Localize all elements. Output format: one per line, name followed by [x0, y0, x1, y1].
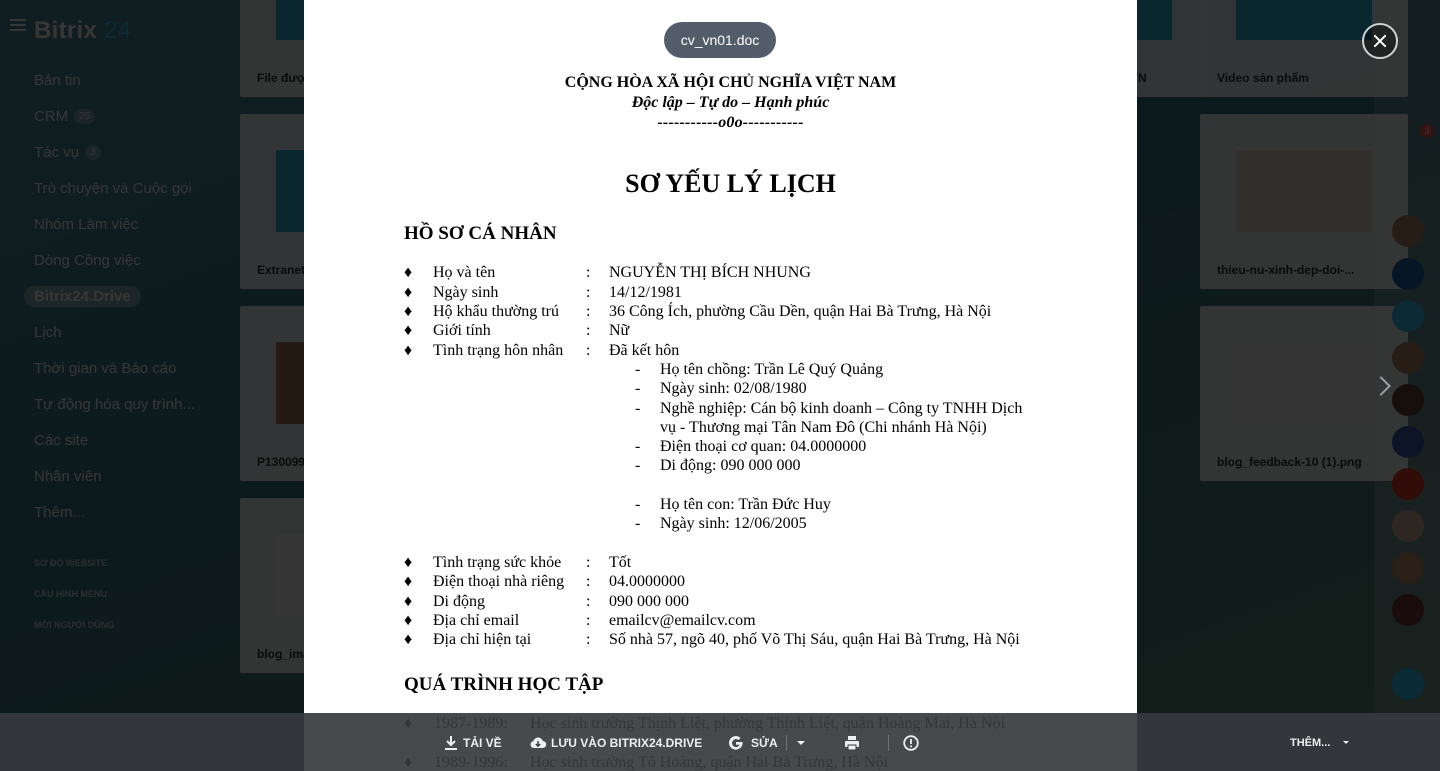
next-file-button[interactable]	[1372, 372, 1396, 400]
cloud-icon	[529, 735, 547, 751]
close-viewer-button[interactable]	[1362, 23, 1398, 59]
google-icon	[728, 735, 744, 751]
viewer-toolbar: TẢI VỀ LƯU VÀO BITRIX24.DRIVE SỬA THÊM...	[0, 713, 1440, 771]
caret-down-icon	[796, 735, 806, 751]
section-personal-heading: HỒ SƠ CÁ NHÂN	[404, 223, 557, 244]
document-page: CỘNG HÒA XÃ HỘI CHỦ NGHĨA VIỆT NAM Độc lập – Tự do – Hạnh phúc -----------o0o----------- SƠ YẾU LÝ LỊCH HỒ SƠ CÁ NHÂN ♦ Họ và tên : NGUYỄN THỊ BÍCH NHUNG ♦ Ngày sinh : 14/12/1981 ♦ Hộ khẩu thường trú : 36 Công Ích, phường Cầu Dền, quận Hai Bà Trưng, Hà Nội ♦ Giới tính : Nữ ♦ Tình trạng hôn nhân : Đã kết hôn - Họ tên chồng: Trần Lê Quý Quảng - Ngày sinh: 02/08/1980 - Nghề nghiệp: Cán bộ kinh doanh – Công ty TNHH Dịch vụ - Thương mại Tân Nam Đô (Chi nhánh Hà Nội) - Điện thoại cơ quan: 04.0000000 - Di động: 090 000 000 - Họ tên con: Trần Đức Huy - Ngày sinh: 12/06/2005 ♦ Tình trạng sức khỏe : Tốt ♦ Điện thoại nhà riêng : 04.0000000 ♦ Di động : 090 000 000 ♦ Địa chỉ email : emailcv@emailcv.com ♦ Địa chỉ hiện tại : Số nhà 57, ngõ 40, phố Võ Thị Sáu, quận Hai Bà Trưng, Hà Nội QUÁ TRÌNH HỌC TẬP	[304, 0, 1137, 771]
doc-header-line1: CỘNG HÒA XÃ HỘI CHỦ NGHĨA VIỆT NAM	[564, 74, 897, 91]
caret-down-icon	[1342, 735, 1350, 751]
bullet-icon: ♦	[404, 554, 413, 571]
bullet-icon: ♦	[404, 593, 413, 610]
family-item-continued: vụ - Thương mại Tân Nam Đô (Chi nhánh Hà Nội)	[660, 419, 987, 436]
file-name-chip: cv_vn01.doc	[664, 22, 776, 58]
bullet-icon: ♦	[404, 631, 413, 648]
download-icon	[444, 735, 458, 751]
bullet-icon: ♦	[404, 612, 413, 629]
bullet-icon: ♦	[404, 322, 413, 339]
toolbar-separator	[786, 735, 787, 751]
section-education-heading: QUÁ TRÌNH HỌC TẬP	[404, 674, 604, 695]
toolbar-separator	[888, 735, 889, 751]
bullet-icon: ♦	[404, 573, 413, 590]
bullet-icon: ♦	[404, 264, 413, 281]
bullet-icon: ♦	[404, 303, 413, 320]
info-icon	[903, 735, 919, 751]
bullet-icon: ♦	[404, 284, 413, 301]
bullet-icon: ♦	[404, 342, 413, 359]
doc-header-line3: -----------o0o-----------	[657, 114, 804, 131]
printer-icon	[844, 735, 860, 751]
edit-options-dropdown[interactable]	[796, 735, 808, 751]
doc-header-line2: Độc lập – Tự do – Hạnh phúc	[631, 94, 830, 111]
doc-title: SƠ YẾU LÝ LỊCH	[625, 169, 836, 198]
